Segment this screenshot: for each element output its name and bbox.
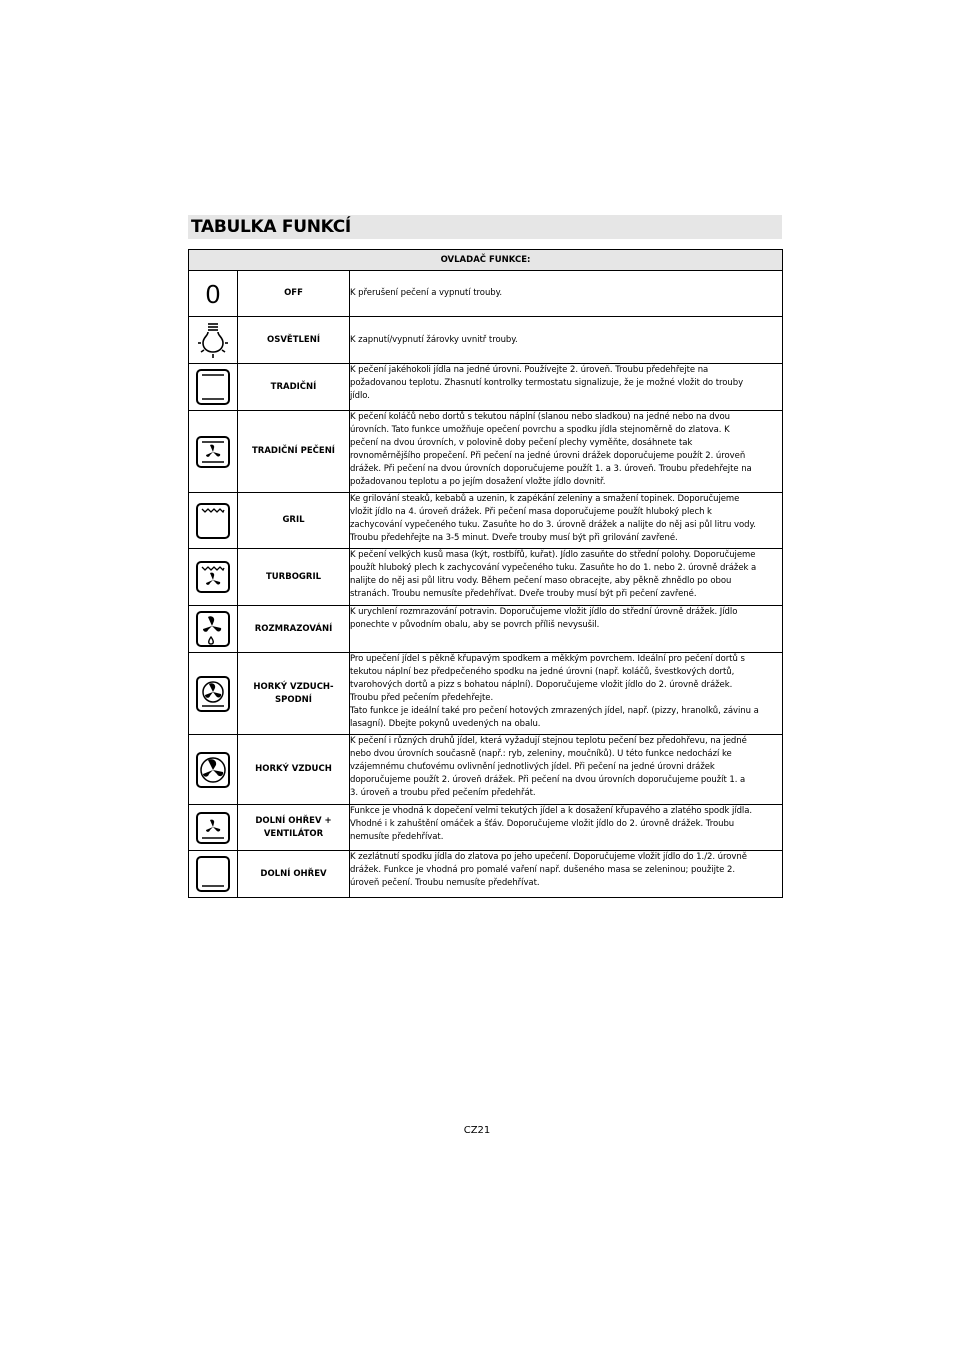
icon-cell	[189, 653, 238, 735]
function-name: DOLNÍ OHŘEV + VENTILÁTOR	[238, 805, 350, 851]
light-bulb-icon	[197, 321, 229, 359]
icon-cell	[189, 271, 238, 317]
function-description: K urychlení rozmrazování potravin. Doporučujeme vložit jídlo do střední úrovně drážek. Jídlo ponechte v původním obalu, aby se povrch příliš nevysušil.	[350, 606, 783, 653]
function-description: Ke grilování steaků, kebabů a uzenin, k zapékání zeleniny a smažení topinek. Doporučujeme vložit jídlo na 4. úroveň drážek. Při pečení masa doporučujeme použít hluboký plech k zachycování vypečeného tuku. Zasuňte ho do 3. úrovně drážek a nalijte do něj asi půl litru vody. Troubu předehřejte na 3-5 minut. Dveře trouby musí být při grilování zavřené.	[350, 493, 783, 549]
function-description: K pečení i různých druhů jídel, která vyžadují stejnou teplotu pečení bez předohřevu, na jedné nebo dvou úrovních současně (např.: ryb, zeleniny, moučníků). U této funkce nedochází ke vzájemnému chuťovému ovlivnění jednotlivých jídel. Při pečení na jedné úrovni drážek doporučujeme použít 2. úroveň drážek. Při pečení na dvou úrovních doporučujeme použít 1. a 3. úroveň a troubu před pečením předehřát.	[350, 735, 783, 805]
table-row	[189, 364, 783, 411]
fan-top-bottom-heat-icon	[195, 435, 231, 469]
function-table	[188, 249, 783, 898]
icon-cell	[189, 735, 238, 805]
icon-cell	[189, 411, 238, 493]
function-name: TURBOGRIL	[238, 549, 350, 606]
icon-cell	[189, 364, 238, 411]
function-name: DOLNÍ OHŘEV	[238, 851, 350, 898]
top-bottom-heat-icon	[195, 368, 231, 406]
hot-air-icon	[195, 751, 231, 789]
function-description: Funkce je vhodná k dopečení velmi tekutých jídel a k dosažení křupavého a zlatého spodk jídla. Vhodné i k zahuštění omáček a šťáv. Doporučujeme vložit jídlo do 2. úrovně drážek. Troubu nemusíte předehřívat.	[350, 805, 783, 851]
table-row	[189, 735, 783, 805]
function-name: OFF	[238, 271, 350, 317]
function-name: HORKÝ VZDUCH	[238, 735, 350, 805]
function-name: HORKÝ VZDUCH- SPODNÍ	[238, 653, 350, 735]
function-description: K pečení jakéhokoli jídla na jedné úrovni. Používejte 2. úroveň. Troubu předehřejte na požadovanou teplotu. Zhasnutí kontrolky termostatu signalizuje, že je možné vložit do trouby jídlo.	[350, 364, 783, 411]
table-row	[189, 317, 783, 364]
function-description: K přerušení pečení a vypnutí trouby.	[350, 271, 783, 317]
function-name: OSVĚTLENÍ	[238, 317, 350, 364]
table-row	[189, 493, 783, 549]
function-name: GRIL	[238, 493, 350, 549]
page-title: TABULKA FUNKCÍ	[191, 217, 351, 237]
function-name: TRADIČNÍ	[238, 364, 350, 411]
icon-cell	[189, 549, 238, 606]
function-name: TRADIČNÍ PEČENÍ	[238, 411, 350, 493]
bottom-heat-icon	[195, 855, 231, 893]
function-name: ROZMRAZOVÁNÍ	[238, 606, 350, 653]
table-row	[189, 851, 783, 898]
icon-cell	[189, 493, 238, 549]
function-description: Pro upečení jídel s pěkně křupavým spodkem a měkkým povrchem. Ideální pro pečení dortů s tekutou náplní bez předpečeného spodku na jedné úrovni (např. koláčů, švestkových dortů, tvarohových dortů a pizz s bohatou náplní). Doporučujeme vložit jídlo do 2. úrovně drážek. Troubu před pečením předehřejte. Tato funkce je ideální také pro pečení hotových zmrazených jídel, např. (pizzy, hranolků, závinu a lasagní). Dbejte pokynů uvedených na obalu.	[350, 653, 783, 735]
hot-air-bottom-icon	[195, 675, 231, 713]
turbogrill-icon	[195, 560, 231, 594]
defrost-icon	[195, 610, 231, 648]
table-row	[189, 805, 783, 851]
zero-icon: 0	[205, 278, 221, 309]
function-description: K zezlátnutí spodku jídla do zlatova po jeho upečení. Doporučujeme vložit jídlo do 1./2. úrovně drážek. Funkce je vhodná pro pomalé vaření např. dušeného masa se zeleninou; použijte 2. úroveň pečení. Troubu nemusíte předehřívat.	[350, 851, 783, 898]
function-description: K zapnutí/vypnutí žárovky uvnitř trouby.	[350, 317, 783, 364]
table-row	[189, 653, 783, 735]
function-description: K pečení koláčů nebo dortů s tekutou náplní (slanou nebo sladkou) na jedné nebo na dvou úrovních. Tato funkce umožňuje opečení povrchu a spodku jídla stejnoměrně do zlatova. K pečení na dvou úrovních, v polovině doby pečení plechy vyměňte, dosáhnete tak rovnoměrnějšího propečení. Při pečení na jedné úrovni drážek doporučujeme použít 2. úroveň drážek. Při pečení na dvou úrovních doporučujeme použít 1. a 3. úroveň. Troubu předehřejte na požadovanou teplotu a po jejím dosažení vložte jídlo dovnitř.	[350, 411, 783, 493]
function-description: K pečení velkých kusů masa (kýt, rostbífů, kuřat). Jídlo zasuňte do střední polohy. Doporučujeme použít hluboký plech k zachycování vypečeného tuku. Zasuňte ho do 1. nebo 2. úrovně drážek a nalijte do něj asi půl litru vody. Během pečení maso obracejte, aby pěkně zhnědlo po obou stranách. Troubu nemusíte předehřívat. Dveře trouby musí být při pečení zavřené.	[350, 549, 783, 606]
bottom-heat-fan-icon	[195, 811, 231, 845]
icon-cell	[189, 851, 238, 898]
grill-icon	[195, 502, 231, 540]
table-header: OVLADAČ FUNKCE:	[189, 250, 783, 271]
table-row	[189, 271, 783, 317]
icon-cell	[189, 805, 238, 851]
table-row	[189, 411, 783, 493]
icon-cell	[189, 606, 238, 653]
title-bar	[188, 215, 782, 239]
icon-cell	[189, 317, 238, 364]
table-row	[189, 549, 783, 606]
page-number: CZ21	[463, 1125, 491, 1136]
table-row	[189, 606, 783, 653]
table-header-row	[189, 250, 783, 271]
